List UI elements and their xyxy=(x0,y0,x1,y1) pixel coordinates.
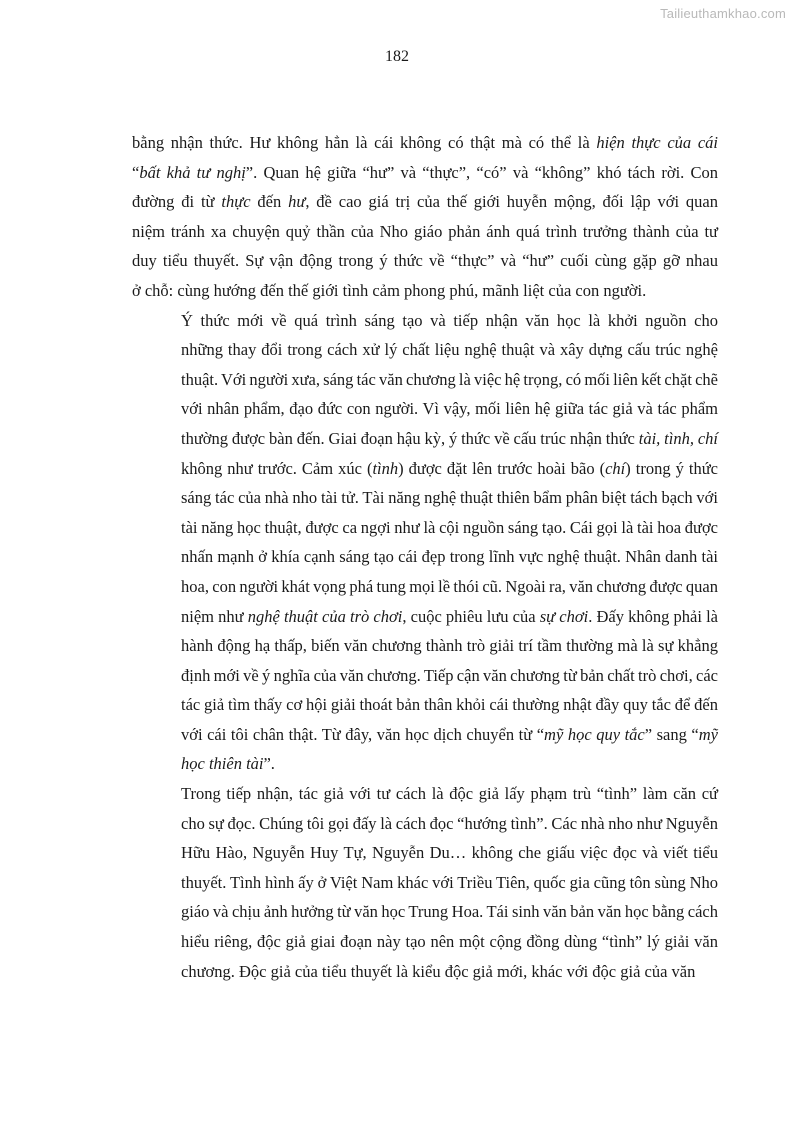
italic-text: học thiên tài xyxy=(181,754,264,774)
text-run: đường đi từ xyxy=(132,192,222,212)
text-run: ” sang “ xyxy=(644,724,699,744)
text-line xyxy=(132,158,718,188)
text-line xyxy=(132,128,718,158)
italic-text: chí xyxy=(605,458,626,478)
text-run: tác giả tìm thấy cơ hội giải thoát bản thân khỏi cái thường nhật đầy quy tắc để đến xyxy=(181,695,718,715)
text-run: hành động hạ thấp, biến văn chương thành trò giải trí tầm thường mà là sự khẳng xyxy=(181,636,718,656)
text-line xyxy=(132,335,718,365)
text-run: duy tiểu thuyết. Sự vận động trong ý thức về “thực” và “hư” cuối cùng gặp gỡ nhau xyxy=(132,251,718,271)
italic-text: tài, tình, chí xyxy=(638,428,718,448)
text-run: chương. Độc giả của tiểu thuyết là kiểu độc giả mới, khác với độc giả của văn xyxy=(181,961,696,981)
paragraph xyxy=(132,128,718,306)
text-run: ”. xyxy=(263,754,275,774)
text-run: bằng nhận thức. Hư không hẳn là cái không có thật mà có thể là xyxy=(132,133,597,152)
text-line xyxy=(132,690,718,720)
italic-text: hư xyxy=(288,192,306,212)
text-run: tài năng học thuật, được ca ngợi như là cội nguồn sáng tạo. Cái gọi là tài hoa được xyxy=(181,517,718,537)
text-run: sáng tác của nhà nho tài tử. Tài năng nghệ thuật thiên bẩm phân biệt tách bạch với xyxy=(181,488,718,508)
text-run: ) được đặt lên trước hoài bão ( xyxy=(398,458,606,478)
italic-text: nghệ thuật của trò chơi xyxy=(247,606,403,626)
page-number: 182 xyxy=(385,48,409,65)
text-run: . Đấy không phải là xyxy=(588,606,718,626)
text-run: với nhân phẩm, đạo đức con người. Vì vậy, mối liên hệ giữa tác giả và tác phẩm xyxy=(181,399,718,419)
text-run: định mới về ý nghĩa của văn chương. Tiếp cận văn chương từ bản chất trò chơi, các xyxy=(181,665,718,685)
text-line xyxy=(132,720,718,750)
text-line xyxy=(132,927,718,957)
text-line xyxy=(132,394,718,424)
italic-text: tình xyxy=(372,458,399,478)
text-line xyxy=(132,631,718,661)
text-line xyxy=(132,868,718,898)
text-run: đến xyxy=(250,192,289,212)
text-run: với cái tôi chân thật. Từ đây, văn học dịch chuyển từ “ xyxy=(181,724,545,744)
italic-text: sự chơi xyxy=(539,606,589,626)
text-line xyxy=(132,542,718,572)
italic-text: thực xyxy=(221,192,251,212)
text-line xyxy=(132,661,718,691)
text-line xyxy=(132,454,718,484)
text-run: giáo và chịu ảnh hưởng từ văn học Trung Hoa. Tái sinh văn bản văn học bằng cách xyxy=(181,902,718,922)
text-run: ở chỗ: cùng hướng đến thế giới tình cảm phong phú, mãnh liệt của con người. xyxy=(132,280,647,300)
text-run: cho sự đọc. Chúng tôi gọi đấy là cách đọc “hướng tình”. Các nhà nho như Nguyễn xyxy=(181,813,718,833)
text-line xyxy=(132,838,718,868)
text-run: “ xyxy=(132,162,140,182)
watermark-text: Tailieuthamkhao.com xyxy=(660,6,786,21)
text-run: niệm như xyxy=(181,606,248,626)
text-line xyxy=(132,483,718,513)
text-line xyxy=(132,779,718,809)
text-run: không như trước. Cảm xúc ( xyxy=(181,458,373,478)
text-run: Hữu Hào, Nguyễn Huy Tự, Nguyễn Du… không che giấu việc đọc và viết tiểu xyxy=(181,843,718,863)
text-line xyxy=(132,246,718,276)
text-line xyxy=(132,306,718,336)
text-run: hiểu riêng, độc giả giai đoạn này tạo nên một cộng đồng dùng “tình” lý giải văn xyxy=(181,932,718,952)
text-line xyxy=(132,602,718,632)
text-run: nhấn mạnh ở khía cạnh sáng tạo cái đẹp trong lĩnh vực nghệ thuật. Nhân danh tài xyxy=(181,547,718,567)
text-line xyxy=(132,365,718,395)
text-run: ) trong ý thức xyxy=(625,458,718,478)
paragraph xyxy=(132,779,718,986)
text-line xyxy=(132,217,718,247)
text-run: , cuộc phiêu lưu của xyxy=(402,606,540,626)
text-line xyxy=(132,513,718,543)
italic-text: mỹ xyxy=(698,724,719,744)
italic-text: mỹ học quy tắc xyxy=(544,724,645,744)
text-line xyxy=(132,809,718,839)
text-run: hoa, con người khát vọng phá tung mọi lề thói cũ. Ngoài ra, văn chương được quan xyxy=(181,576,718,596)
italic-text: bất khả tư nghị xyxy=(139,162,246,182)
text-run: thuyết. Tình hình ấy ở Việt Nam khác với Triều Tiên, quốc gia cũng tôn sùng Nho xyxy=(181,872,718,892)
text-line xyxy=(132,897,718,927)
text-run: niệm tránh xa chuyện quỷ thần của Nho giáo phản ánh quá trình trưởng thành của tư xyxy=(132,221,718,241)
text-line xyxy=(132,187,718,217)
text-run: Trong tiếp nhận, tác giả với tư cách là độc giả lấy phạm trù “tình” làm căn cứ xyxy=(181,784,718,804)
text-run: những thay đổi trong cách xử lý chất liệu nghệ thuật và xây dựng cấu trúc nghệ xyxy=(181,340,718,360)
text-line xyxy=(132,957,718,987)
text-run: thường được bàn đến. Giai đoạn hậu kỳ, ý thức về cấu trúc nhận thức xyxy=(181,428,639,448)
text-run: Ý thức mới về quá trình sáng tạo và tiếp nhận văn học là khởi nguồn cho xyxy=(181,310,718,330)
text-run: ”. Quan hệ giữa “hư” và “thực”, “có” và “không” khó tách rời. Con xyxy=(245,162,718,182)
paragraph xyxy=(132,306,718,780)
text-run: thuật. Với người xưa, sáng tác văn chương là việc hệ trọng, có mối liên kết chặt chẽ xyxy=(181,369,718,389)
italic-text: hiện thực của cái xyxy=(596,133,718,152)
text-line xyxy=(132,276,718,306)
text-line xyxy=(132,424,718,454)
text-line xyxy=(132,572,718,602)
text-line xyxy=(132,749,718,779)
body-text xyxy=(132,128,718,986)
text-run: , đề cao giá trị của thế giới huyễn mộng, đối lập với quan xyxy=(305,192,718,212)
